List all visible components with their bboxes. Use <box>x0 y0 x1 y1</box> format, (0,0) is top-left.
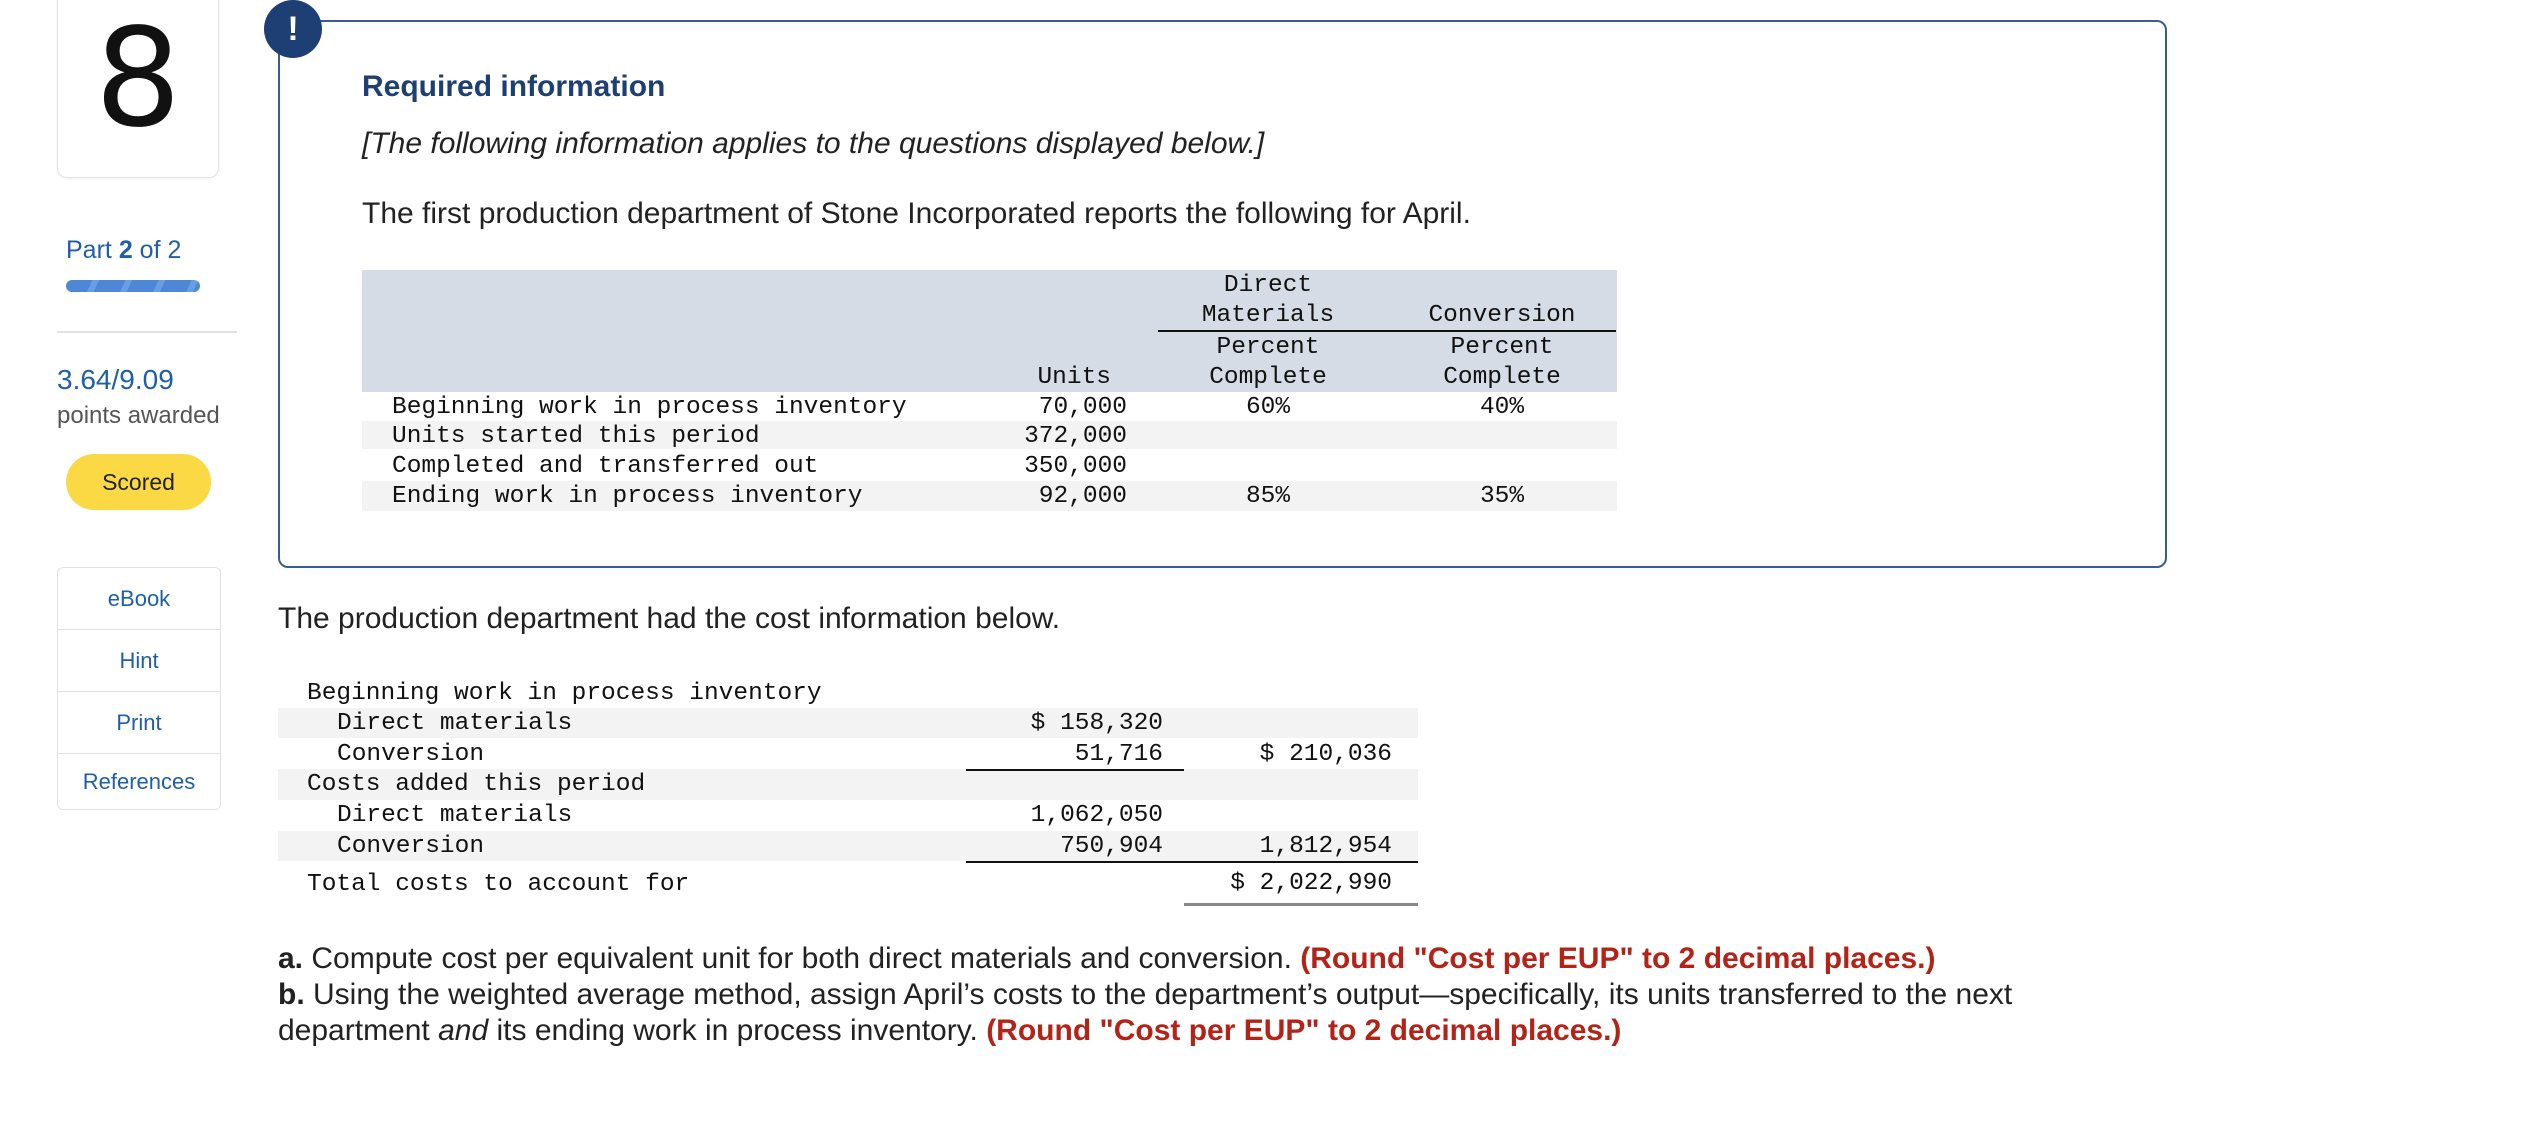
part-current: 2 <box>118 236 133 264</box>
hint-button[interactable]: Hint <box>58 630 220 692</box>
table-row-label: Units started this period <box>392 423 760 450</box>
question-b-rounding-note: (Round "Cost per EUP" to 2 decimal places.) <box>986 1014 1622 1047</box>
question-number: 8 <box>94 0 182 158</box>
scored-badge: Scored <box>66 454 211 510</box>
header-dm-line1: Direct <box>1223 272 1313 299</box>
cost-info-intro: The production department had the cost information below. <box>278 602 1061 635</box>
header-dm-line3: Percent <box>1216 334 1320 361</box>
score-label: points awarded <box>57 402 220 429</box>
beg-conv-label: Conversion <box>337 741 485 768</box>
header-units: Units <box>1037 364 1111 391</box>
question-b-text2-and: and <box>438 1014 489 1047</box>
question-b-continued <box>278 1014 1621 1048</box>
add-dm-label: Direct materials <box>337 802 573 829</box>
beg-total-value: $ 210,036 <box>1259 741 1392 768</box>
part-label: Part <box>66 236 112 264</box>
part-indicator <box>66 236 181 265</box>
costs-added-label: Costs added this period <box>307 771 646 798</box>
score-value: 3.64/9.09 <box>57 364 174 395</box>
table-row-conv: 35% <box>1479 483 1525 510</box>
question-a-rounding-note: (Round "Cost per EUP" to 2 decimal places.) <box>1300 942 1936 975</box>
total-costs-value: $ 2,022,990 <box>1230 870 1392 897</box>
table-row-conv: 40% <box>1479 394 1525 421</box>
header-conv-line3: Complete <box>1443 364 1561 391</box>
beg-conv-value: 51,716 <box>1074 741 1163 768</box>
total-costs-label: Total costs to account for <box>307 871 690 898</box>
question-a <box>278 942 1935 976</box>
beginning-wip-label: Beginning work in process inventory <box>307 680 822 707</box>
total-rule <box>1184 861 1418 863</box>
required-info-title: Required information <box>362 70 666 103</box>
sidebar-divider <box>57 331 237 333</box>
add-total-value: 1,812,954 <box>1259 833 1392 860</box>
table-row-units: 92,000 <box>1038 483 1127 510</box>
required-info-note: [The following information applies to the questions displayed below.] <box>362 127 1265 160</box>
beg-dm-value: $ 158,320 <box>1030 710 1163 737</box>
exclamation-icon: ! <box>264 0 322 58</box>
beg-dm-label: Direct materials <box>337 710 573 737</box>
question-a-letter: a. <box>278 942 304 975</box>
question-b-text2-start: department <box>278 1014 430 1047</box>
total-double-rule <box>1184 903 1418 906</box>
question-b-letter: b. <box>278 978 305 1011</box>
question-b-text2-end: its ending work in process inventory. <box>488 1014 978 1047</box>
header-conv-line1: Conversion <box>1428 302 1576 329</box>
part-total: of 2 <box>139 236 182 264</box>
table-row-units: 372,000 <box>1024 423 1127 450</box>
required-info-intro: The first production department of Stone Incorporated reports the following for April. <box>362 197 1471 230</box>
table-row-dm: 60% <box>1245 394 1291 421</box>
question-a-text: Compute cost per equivalent unit for both direct materials and conversion. <box>311 942 1292 975</box>
question-number-box <box>57 0 219 178</box>
table-row-units: 350,000 <box>1024 453 1127 480</box>
subtotal-rule <box>966 861 1184 863</box>
table-row-label: Ending work in process inventory <box>392 483 863 510</box>
tools-menu <box>57 567 221 810</box>
table-row-units: 70,000 <box>1038 394 1127 421</box>
table-row-dm: 85% <box>1245 483 1291 510</box>
part-progress-bar <box>66 280 200 292</box>
add-dm-value: 1,062,050 <box>1030 802 1163 829</box>
print-button[interactable]: Print <box>58 692 220 754</box>
header-dm-line4: Complete <box>1209 364 1327 391</box>
references-button[interactable]: References <box>82 768 196 794</box>
add-conv-value: 750,904 <box>1060 833 1163 860</box>
subtotal-rule <box>966 769 1184 771</box>
question-b <box>278 978 2012 1012</box>
add-conv-label: Conversion <box>337 833 485 860</box>
header-dm-line2: Materials <box>1201 302 1335 329</box>
question-b-text: Using the weighted average method, assign April’s costs to the department’s output—specifically, its units transferred to the next <box>313 978 2013 1011</box>
header-conv-line2: Percent <box>1450 334 1554 361</box>
table-row-label: Beginning work in process inventory <box>392 394 907 421</box>
ebook-button[interactable]: eBook <box>58 568 220 630</box>
table-row-label: Completed and transferred out <box>392 453 819 480</box>
